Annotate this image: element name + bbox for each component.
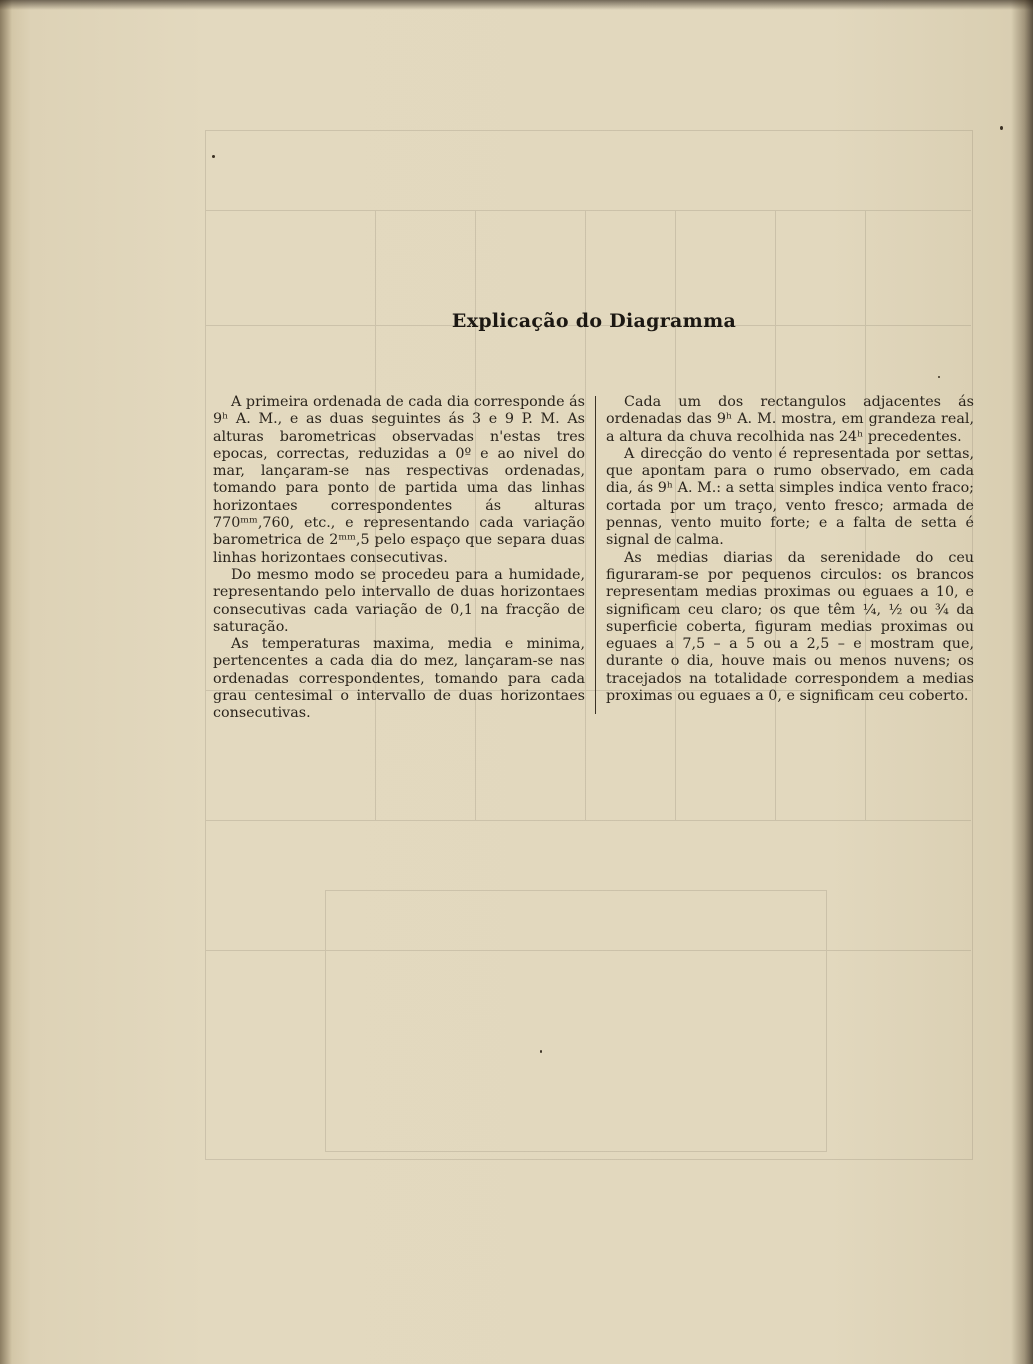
page-title: Explicação do Diagramma (451, 310, 737, 332)
ink-speck (938, 376, 940, 378)
ink-speck (540, 1050, 542, 1053)
ink-speck (1000, 126, 1003, 130)
paragraph-humidity: Do mesmo modo se procedeu para a humidade, representando pelo intervallo de duas horizontaes consecutivas cada variação de 0,1 na fracção de saturação. (213, 566, 585, 635)
paragraph-sky: As medias diarias da serenidade do ceu figuraram-se por pequenos circulos: os brancos representam medias proximas ou eguaes a 10, e significam ceu claro; os que têm ¼, ½ ou ¾ da superficie coberta, figuram medias proximas ou eguaes a 7,5 – a 5 ou a 2,5 – e mostram que, durante o dia, houve mais ou menos nuvens; os tracejados na totalidade correspondem a medias proximas ou eguaes a 0, e significam ceu coberto. (606, 549, 974, 705)
paragraph-barometer: A primeira ordenada de cada dia corresponde ás 9ʰ A. M., e as duas seguintes ás 3 e 9 P. M. As alturas barometricas observadas n'estas tres epocas, correctas, reduzidas a 0º e ao nivel do mar, lançaram-se nas respectivas ordenadas, tomando para ponto de partida uma das linhas horizontaes correspondentes ás alturas 770ᵐᵐ,760, etc., e representando cada variação barometrica de 2ᵐᵐ,5 pelo espaço que separa duas linhas horizontaes consecutivas. (213, 394, 585, 566)
column-divider (595, 396, 596, 714)
page-left-shadow (0, 0, 12, 1364)
right-column (606, 394, 974, 705)
page-right-shadow (1011, 0, 1033, 1364)
ink-speck (212, 155, 215, 158)
paragraph-rain: Cada um dos rectangulos adjacentes ás ordenadas das 9ʰ A. M. mostra, em grandeza real, a altura da chuva recolhida nas 24ʰ precedentes. (606, 394, 974, 445)
paragraph-temperature: As temperaturas maxima, media e minima, pertencentes a cada dia do mez, lançaram-se nas ordenadas correspondentes, tomando para cada grau centesimal o intervallo de duas horizontaes consecutivas. (213, 636, 585, 722)
paragraph-wind: A direcção do vento é representada por settas, que apontam para o rumo observado, em cada dia, ás 9ʰ A. M.: a setta simples indica vento fraco; cortada por um traço, vento fresco; armada de pennas, vento muito forte; e a falta de setta é signal de calma. (606, 445, 974, 549)
left-column (213, 394, 585, 723)
page-top-shadow (0, 0, 1033, 10)
